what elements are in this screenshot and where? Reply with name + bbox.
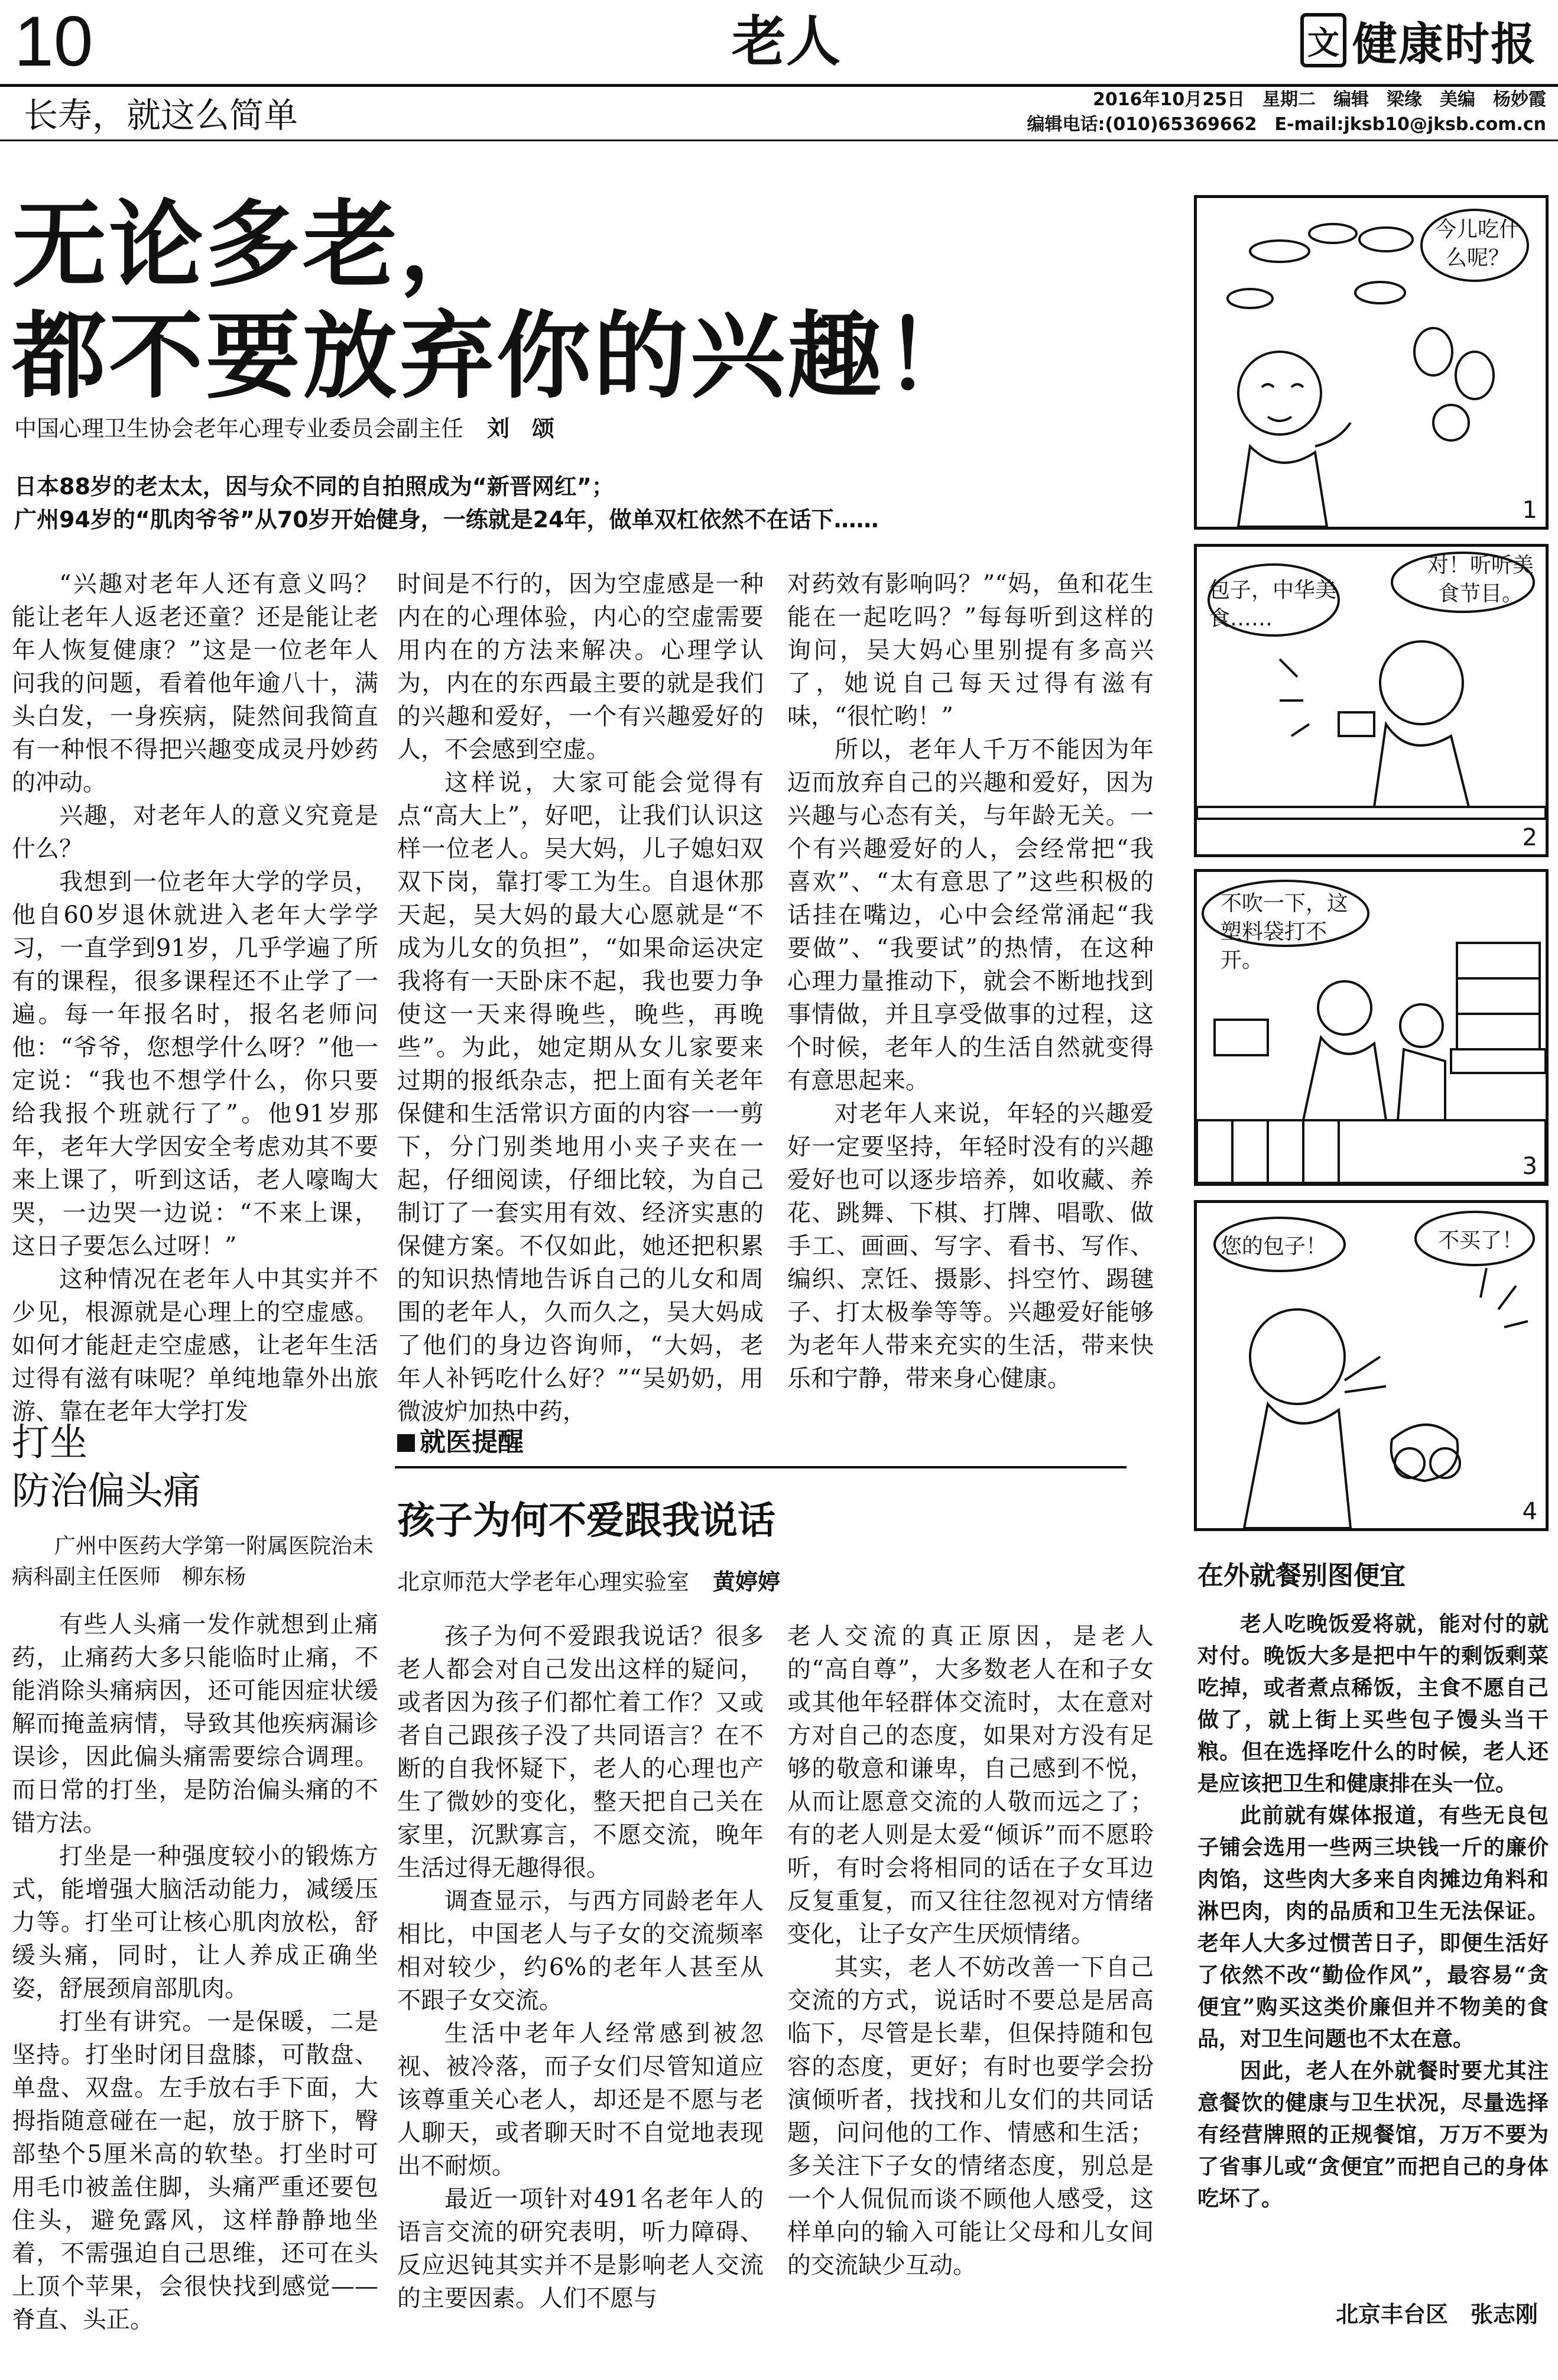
paragraph: 打坐是一种强度较小的锻炼方式，能增强大脑活动能力，减缓压力等。打坐可让核心肌肉放松，舒缓头痛，同时，让人养成正确坐姿，舒展颈肩部肌肉。: [12, 1843, 378, 2002]
speech-bubble: 包子，中华美食……: [1209, 578, 1337, 631]
paragraph: 此前就有媒体报道，有些无良包子铺会选用一些两三块钱一斤的廉价肉馅，这些肉大多来自肉摊边角料和淋巴肉，肉的品质和卫生无法保证。老年人大多过惯苦日子，即便生活好了依然不改“勤俭作风”，最容易“贪便宜”购买这类价廉但并不物美的食品，对卫生问题也不太在意。: [1197, 1803, 1549, 2051]
paragraph: 生活中老年人经常感到被忽视、被冷落，而子女们尽管知道应该尊重关心老人，却还是不愿与老人聊天，或者聊天时不自觉地表现出不耐烦。: [397, 2020, 764, 2180]
main-deck-line2: 广州94岁的“肌肉爷爷”从70岁开始健身，一练就是24年，做单双杠依然不在话下……: [14, 507, 879, 533]
paragraph: 调查显示，与西方同龄老年人相比，中国老人与子女的交流频率相对较少，约6%的老年人甚至从不跟子女交流。: [397, 1888, 764, 2014]
panel-number: 1: [1522, 497, 1537, 524]
health-column-2: [787, 1620, 1154, 2359]
main-column-1: [12, 568, 378, 1425]
main-byline: [14, 414, 554, 443]
health-author-org: 北京师范大学老年心理实验室: [397, 1569, 690, 1595]
speech-bubble: 不吹一下，这塑料袋打不开。: [1221, 891, 1349, 972]
contact-info: 编辑电话:(010)65369662 E-mail:jksb10@jksb.com.cn: [1027, 114, 1546, 135]
page-slogan: 长寿，就这么简单: [24, 95, 298, 135]
paragraph: 老人交流的真正原因，是老人的“高自尊”，大多数老人在和子女或其他年轻群体交流时，太在意对方对自己的态度，如果对方没有足够的敬意和谦卑，自己感到不悦，从而让愿意交流的人敬而远之了；有的老人则是太爱“倾诉”而不愿聆听，有时会将相同的话在子女耳边反复重复，而又往往忽视对方情绪变化，让子女产生厌烦情绪。: [787, 1623, 1154, 1948]
sidebar-body: [12, 1608, 378, 2353]
paragraph: 其实，老人不妨改善一下自己交流的方式，说话时不要总是居高临下，尽管是长辈，但保持随和包容的态度，更好；有时也要学会扮演倾听者，找找和儿女们的共同话题，问问他的工作、情感和生活；多关注下子女的情绪态度，别总是一个人侃侃而谈不顾他人感受，这样单向的输入可能让父母和儿女间的交流缺少互动。: [787, 1954, 1154, 2279]
main-column-3: [787, 568, 1154, 1395]
date-editors: 2016年10月25日 星期二 编辑 梁缘 美编 杨妙霞: [1093, 89, 1546, 110]
sidebar-headline: [12, 1419, 378, 1516]
dining-signature: 北京丰台区 张志刚: [1335, 2301, 1538, 2327]
panel-number: 2: [1522, 824, 1537, 851]
paragraph: 这种情况在老年人中其实并不少见，根源就是心理上的空虚感。如何才能赶走空虚感，让老年生活过得有滋有味呢？单纯地靠外出旅游、靠在老年大学打发: [12, 1266, 378, 1425]
health-headline: 孩子为何不爱跟我说话: [397, 1499, 775, 1543]
main-headline-line2: 都不要放弃你的兴趣！: [12, 300, 982, 411]
paragraph: “兴趣对老年人还有意义吗？能让老年人返老还童？还是能让老年人恢复健康？”这是一位老年人问我的问题，看着他年逾八十，满头白发，一身疾病，陡然间我简直有一种恨不得把兴趣变成灵丹妙药的冲动。: [12, 570, 378, 796]
speech-bubble: 您的包子！: [1221, 1234, 1327, 1259]
speech-bubble: 对！听听美食节目。: [1427, 553, 1534, 606]
sidebar-byline: 广州中医药大学第一附属医院治未病科副主任医师 柳东杨: [12, 1534, 374, 1589]
paragraph: 兴趣，对老年人的意义究竟是什么？: [12, 802, 378, 862]
main-author-name: 刘 颂: [487, 416, 555, 442]
main-headline-line1: 无论多老，: [12, 189, 497, 300]
masthead-rule: [0, 84, 1558, 87]
comic-panel-4: [1194, 1200, 1549, 1531]
square-bullet-icon: [397, 1434, 415, 1452]
speech-bubble: 今儿吃什么呢？: [1434, 218, 1520, 270]
paragraph: 老人吃晚饭爱将就，能对付的就对付。晚饭大多是把中午的剩饭剩菜吃掉，或者煮点稀饭，主食不愿自己做了，就上街上买些包子馒头当干粮。但在选择吃什么的时候，老人还是应该把卫生和健康排在头一位。: [1197, 1611, 1549, 1796]
paragraph: 对药效有影响吗？”“妈，鱼和花生能在一起吃吗？”每每听到这样的询问，吴大妈心里别提有多高兴了，她说自己每天过得有滋有味，“很忙哟！”: [787, 570, 1154, 730]
comic-panel-3: [1194, 869, 1549, 1186]
page-number: 10: [14, 2, 93, 81]
paragraph: 最近一项针对491名老年人的语言交流的研究表明，听力障碍、反应迟钝其实并不是影响老人交流的主要因素。人们不愿与: [397, 2186, 764, 2312]
paragraph: 有些人头痛一发作就想到止痛药，止痛药大多只能临时止痛，不能消除头痛病因，还可能因症状缓解而掩盖病情，导致其他疾病漏诊误诊，因此偏头痛需要综合调理。而日常的打坐，是防治偏头痛的不错方法。: [12, 1611, 378, 1837]
dining-body: [1197, 1608, 1549, 2294]
health-tag-label: 就医提醒: [420, 1427, 524, 1457]
health-column-tag: [397, 1425, 524, 1460]
main-column-2: [397, 568, 764, 1425]
paragraph: 打坐有讲究。一是保暖，二是坚持。打坐时闭目盘膝，可散盘、单盘、双盘。左手放右手下面，大拇指随意碰在一起，放于脐下，臀部垫个5厘米高的软垫。打坐时可用毛巾被盖住脚，头痛严重还要包住头，避免露风，这样静静地坐着，不需强迫自己思维，还可在头上顶个苹果，会很快找到感觉——脊直、头正。: [12, 2008, 378, 2333]
comic-panel-1: [1194, 195, 1549, 530]
newspaper-logo: [1300, 11, 1549, 70]
sidebar-headline-line2: 防治偏头痛: [12, 1470, 201, 1513]
paragraph: 孩子为何不爱跟我说话？很多老人都会对自己发出这样的疑问，或者因为孩子们都忙着工作？又或者自己跟孩子没了共同语言？在不断的自我怀疑下，老人的心理也产生了微妙的变化，整天把自己关在家里，沉默寡言，不愿交流，晚年生活过得无趣得很。: [397, 1623, 764, 1882]
paragraph: 所以，老年人千万不能因为年迈而放弃自己的兴趣和爱好，因为兴趣与心态有关，与年龄无关。一个有兴趣爱好的人，会经常把“我喜欢”、“太有意思了”这些积极的话挂在嘴边，心中会经常涌起“我要做”、“我要试”的热情，在这种心理力量推动下，就会不断地找到事情做，并且享受做事的过程，这个时候，老年人的生活自然就变得有意思起来。: [787, 736, 1154, 1094]
main-deck: [14, 470, 1137, 536]
panel-number: 4: [1522, 1498, 1537, 1525]
speech-bubble: 不买了！: [1437, 1228, 1523, 1253]
paragraph: 这样说，大家可能会觉得有点“高大上”，好吧，让我们认识这样一位老人。吴大妈，儿子媳妇双双下岗，靠打零工为生。自退休那天起，吴大妈的最大心愿就是“不成为儿女的负担”，“如果命运决定我将有一天卧床不起，我也要力争使这一天来得晚些，晚些，再晚些”。为此，她定期从女儿家要来过期的报纸杂志，把上面有关老年保健和生活常识方面的内容一一剪下，分门别类地用小夹子夹在一起，仔细阅读，仔细比较，为自己制订了一套实用有效、经济实惠的保健方案。不仅如此，她还把积累的知识热情地告诉自己的儿女和周围的老年人，久而久之，吴大妈成了他们的身边咨询师，“大妈，老年人补钙吃什么好？”“吴奶奶，用微波炉加热中药，: [397, 769, 764, 1425]
logo-name: 健康时报: [1352, 17, 1537, 70]
health-byline: [397, 1567, 1142, 1597]
sidebar-headline-line1: 打坐: [12, 1421, 87, 1465]
main-author-role: 中国心理卫生协会老年心理专业委员会副主任: [14, 416, 464, 442]
paragraph: 对老年人来说，年轻的兴趣爱好一定要坚持，年轻时没有的兴趣爱好也可以逐步培养，如收藏、养花、跳舞、下棋、打牌、唱歌、做手工、画画、写字、看书、写作、编织、烹饪、摄影、抖空竹、踢毽子、打太极拳等等。兴趣爱好能够为老年人带来充实的生活，带来快乐和宁静，带来身心健康。: [787, 1100, 1154, 1392]
section-title: 老人: [731, 10, 840, 73]
main-deck-line1: 日本88岁的老太太，因与众不同的自拍照成为“新晋网红”；: [14, 474, 614, 500]
main-headline: [12, 189, 1135, 411]
paragraph: 时间是不行的，因为空虚感是一种内在的心理体验，内心的空虚需要用内在的方法来解决。心理学认为，内在的东西最主要的就是我们的兴趣和爱好，一个有兴趣爱好的人，不会感到空虚。: [397, 570, 764, 763]
health-column-1: [397, 1620, 764, 2359]
logo-seal-icon: 文: [1300, 13, 1346, 67]
paragraph: 我想到一位老年大学的学员，他自60岁退休就进入老年大学学习，一直学到91岁，几乎学遍了所有的课程，很多课程还不止学了一遍。每一年报名时，报名老师问他：“爷爷，您想学什么呀？”他一定说：“我也不想学什么，你只要给我报个班就行了”。他91岁那年，老年大学因安全考虑劝其不要来上课了，听到这话，老人嚎啕大哭，一边哭一边说：“不来上课，这日子要怎么过呀！”: [12, 868, 378, 1260]
comic-panel-2: [1194, 544, 1549, 857]
dining-headline: 在外就餐别图便宜: [1197, 1561, 1406, 1591]
panel-number: 3: [1522, 1153, 1537, 1180]
paragraph: 因此，老人在外就餐时要尤其注意餐饮的健康与卫生状况，尽量选择有经营牌照的正规餐馆，万万不要为了省事儿或“贪便宜”而把自己的身体吃坏了。: [1197, 2058, 1549, 2211]
masthead-bottom-rule: [0, 140, 1558, 141]
health-author-name: 黄婷婷: [713, 1569, 781, 1595]
health-rule: [395, 1466, 1127, 1468]
